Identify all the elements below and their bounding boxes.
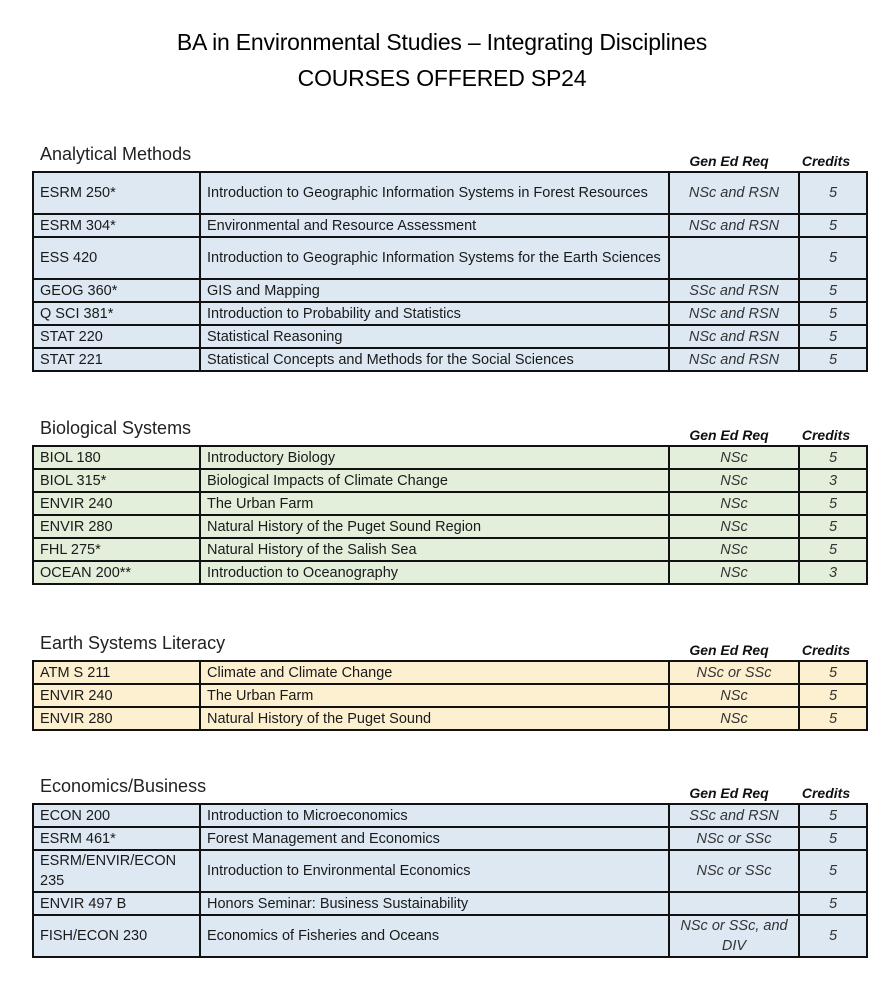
course-credits: 5 (799, 892, 867, 915)
course-credits: 5 (799, 538, 867, 561)
gen-ed-req: NSc or SSc (669, 827, 799, 850)
gen-ed-req: SSc and RSN (669, 279, 799, 302)
course-credits: 3 (799, 469, 867, 492)
course-code: ESRM 250* (33, 172, 200, 214)
gen-ed-req: NSc or SSc (669, 661, 799, 684)
table-row (33, 446, 867, 469)
credits-column-header: Credits (801, 153, 851, 169)
course-code: BIOL 315* (33, 469, 200, 492)
course-code: ENVIR 280 (33, 515, 200, 538)
course-code: ATM S 211 (33, 661, 200, 684)
course-title: Introductory Biology (200, 446, 669, 469)
gen-ed-req: NSc or SSc (669, 850, 799, 892)
course-title: The Urban Farm (200, 684, 669, 707)
course-code: ECON 200 (33, 804, 200, 827)
course-title: GIS and Mapping (200, 279, 669, 302)
course-code: Q SCI 381* (33, 302, 200, 325)
table-row (33, 892, 867, 915)
course-credits: 5 (799, 446, 867, 469)
table-row (33, 827, 867, 850)
course-code: ENVIR 240 (33, 684, 200, 707)
gen-ed-req: NSc (669, 469, 799, 492)
section-title: Biological Systems (40, 418, 192, 438)
course-code: FISH/ECON 230 (33, 915, 200, 957)
gen-ed-req: NSc (669, 446, 799, 469)
course-title: Introduction to Environmental Economics (200, 850, 669, 892)
course-credits: 5 (799, 348, 867, 371)
section-earth-systems-literacy (32, 630, 859, 731)
table-row (33, 707, 867, 730)
course-credits: 5 (799, 707, 867, 730)
gen-ed-req (669, 892, 799, 915)
table-row (33, 172, 867, 214)
gen-ed-req: NSc (669, 707, 799, 730)
course-credits: 5 (799, 850, 867, 892)
table-row (33, 515, 867, 538)
course-table (32, 171, 868, 372)
page-subtitle: COURSES OFFERED SP24 (297, 65, 587, 91)
gen-ed-req: NSc and RSN (669, 325, 799, 348)
course-title: Statistical Concepts and Methods for the Social Sciences (200, 348, 669, 371)
gen-ed-req (669, 237, 799, 279)
course-credits: 5 (799, 325, 867, 348)
course-credits: 5 (799, 661, 867, 684)
gen-ed-column-header: Gen Ed Req (689, 642, 769, 658)
gen-ed-req: NSc or SSc, and DIV (669, 915, 799, 957)
credits-column-header: Credits (801, 642, 851, 658)
course-credits: 5 (799, 302, 867, 325)
table-row (33, 348, 867, 371)
course-credits: 5 (799, 492, 867, 515)
course-title: Climate and Climate Change (200, 661, 669, 684)
course-code: ESRM/ENVIR/ECON 235 (33, 850, 200, 892)
course-title: Introduction to Geographic Information Systems for the Earth Sciences (200, 237, 669, 279)
table-row (33, 325, 867, 348)
course-credits: 3 (799, 561, 867, 584)
course-table (32, 445, 868, 585)
course-code: BIOL 180 (33, 446, 200, 469)
gen-ed-req: NSc (669, 515, 799, 538)
course-title: Honors Seminar: Business Sustainability (200, 892, 669, 915)
course-credits: 5 (799, 827, 867, 850)
course-code: ENVIR 240 (33, 492, 200, 515)
course-title: Environmental and Resource Assessment (200, 214, 669, 237)
table-row (33, 850, 867, 892)
course-credits: 5 (799, 172, 867, 214)
course-title: Statistical Reasoning (200, 325, 669, 348)
gen-ed-req: SSc and RSN (669, 804, 799, 827)
credits-column-header: Credits (801, 427, 851, 443)
course-code: ESRM 461* (33, 827, 200, 850)
gen-ed-column-header: Gen Ed Req (689, 153, 769, 169)
page-title: BA in Environmental Studies – Integrating Disciplines (176, 29, 708, 55)
gen-ed-column-header: Gen Ed Req (689, 427, 769, 443)
course-credits: 5 (799, 237, 867, 279)
course-credits: 5 (799, 279, 867, 302)
gen-ed-req: NSc and RSN (669, 348, 799, 371)
course-code: ESRM 304* (33, 214, 200, 237)
course-title: Introduction to Microeconomics (200, 804, 669, 827)
section-header (32, 630, 859, 660)
section-analytical-methods (32, 141, 859, 372)
section-title: Earth Systems Literacy (40, 633, 226, 653)
credits-column-header: Credits (801, 785, 851, 801)
section-economics-business (32, 773, 859, 958)
course-title: Natural History of the Puget Sound (200, 707, 669, 730)
document-header (0, 24, 884, 96)
table-row (33, 538, 867, 561)
gen-ed-req: NSc and RSN (669, 302, 799, 325)
gen-ed-req: NSc (669, 492, 799, 515)
course-title: Natural History of the Puget Sound Region (200, 515, 669, 538)
course-credits: 5 (799, 214, 867, 237)
table-row (33, 684, 867, 707)
gen-ed-req: NSc (669, 561, 799, 584)
course-table (32, 660, 868, 731)
table-row (33, 804, 867, 827)
section-header (32, 141, 859, 171)
table-row (33, 661, 867, 684)
course-title: Introduction to Oceanography (200, 561, 669, 584)
table-row (33, 561, 867, 584)
table-row (33, 469, 867, 492)
gen-ed-req: NSc and RSN (669, 172, 799, 214)
gen-ed-req: NSc and RSN (669, 214, 799, 237)
course-credits: 5 (799, 804, 867, 827)
section-header (32, 415, 859, 445)
table-row (33, 214, 867, 237)
course-code: ESS 420 (33, 237, 200, 279)
course-title: Introduction to Probability and Statistics (200, 302, 669, 325)
course-code: GEOG 360* (33, 279, 200, 302)
course-title: The Urban Farm (200, 492, 669, 515)
course-title: Economics of Fisheries and Oceans (200, 915, 669, 957)
course-credits: 5 (799, 684, 867, 707)
course-title: Introduction to Geographic Information Systems in Forest Resources (200, 172, 669, 214)
course-code: ENVIR 280 (33, 707, 200, 730)
gen-ed-req: NSc (669, 538, 799, 561)
section-title: Economics/Business (40, 776, 207, 796)
course-code: OCEAN 200** (33, 561, 200, 584)
gen-ed-column-header: Gen Ed Req (689, 785, 769, 801)
course-table (32, 803, 868, 958)
section-header (32, 773, 859, 803)
course-credits: 5 (799, 915, 867, 957)
gen-ed-req: NSc (669, 684, 799, 707)
course-code: ENVIR 497 B (33, 892, 200, 915)
table-row (33, 302, 867, 325)
course-code: STAT 220 (33, 325, 200, 348)
table-row (33, 279, 867, 302)
course-code: FHL 275* (33, 538, 200, 561)
course-title: Natural History of the Salish Sea (200, 538, 669, 561)
table-row (33, 492, 867, 515)
table-row (33, 237, 867, 279)
table-row (33, 915, 867, 957)
course-title: Biological Impacts of Climate Change (200, 469, 669, 492)
course-code: STAT 221 (33, 348, 200, 371)
course-title: Forest Management and Economics (200, 827, 669, 850)
section-title: Analytical Methods (40, 144, 192, 164)
course-credits: 5 (799, 515, 867, 538)
section-biological-systems (32, 415, 859, 585)
